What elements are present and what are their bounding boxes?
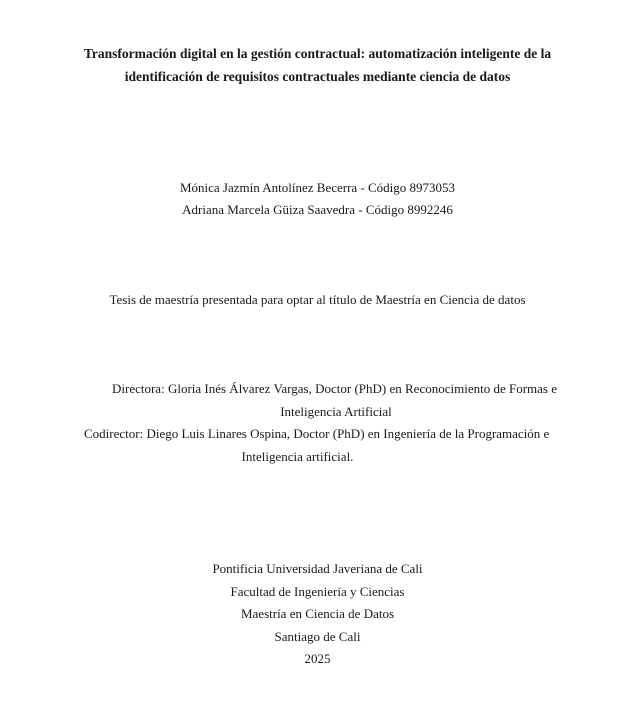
author-2: Adriana Marcela Güiza Saavedra - Código 8992246 <box>182 202 453 217</box>
title-line-2: identificación de requisitos contractuales mediante ciencia de datos <box>124 69 511 84</box>
program-name: Maestría en Ciencia de Datos <box>240 606 395 621</box>
director-line-2: Inteligencia Artificial <box>280 403 392 419</box>
faculty-name: Facultad de Ingeniería y Ciencias <box>230 583 405 599</box>
title-line-1: Transformación digital en la gestión contractual: automatización inteligente de la <box>83 46 552 61</box>
codirector-line-2: Inteligencia artificial. <box>241 448 354 464</box>
thesis-statement: Tesis de maestría presentada para optar al título de Maestría en Ciencia de datos <box>109 292 526 307</box>
institution-block <box>0 558 635 671</box>
city-name: Santiago de Cali <box>274 628 361 644</box>
document-title <box>60 42 575 88</box>
year: 2025 <box>304 651 331 666</box>
authors-block <box>0 177 635 221</box>
codirector-line-1: Codirector: Diego Luis Linares Ospina, Doctor (PhD) en Ingeniería de la Programación e <box>84 426 550 441</box>
university-name: Pontificia Universidad Javeriana de Cali <box>212 561 423 576</box>
director-line-1: Directora: Gloria Inés Álvarez Vargas, Doctor (PhD) en Reconocimiento de Formas e <box>112 381 557 396</box>
directors-block <box>80 378 580 468</box>
author-1: Mónica Jazmín Antolínez Becerra - Código 8973053 <box>179 180 456 195</box>
